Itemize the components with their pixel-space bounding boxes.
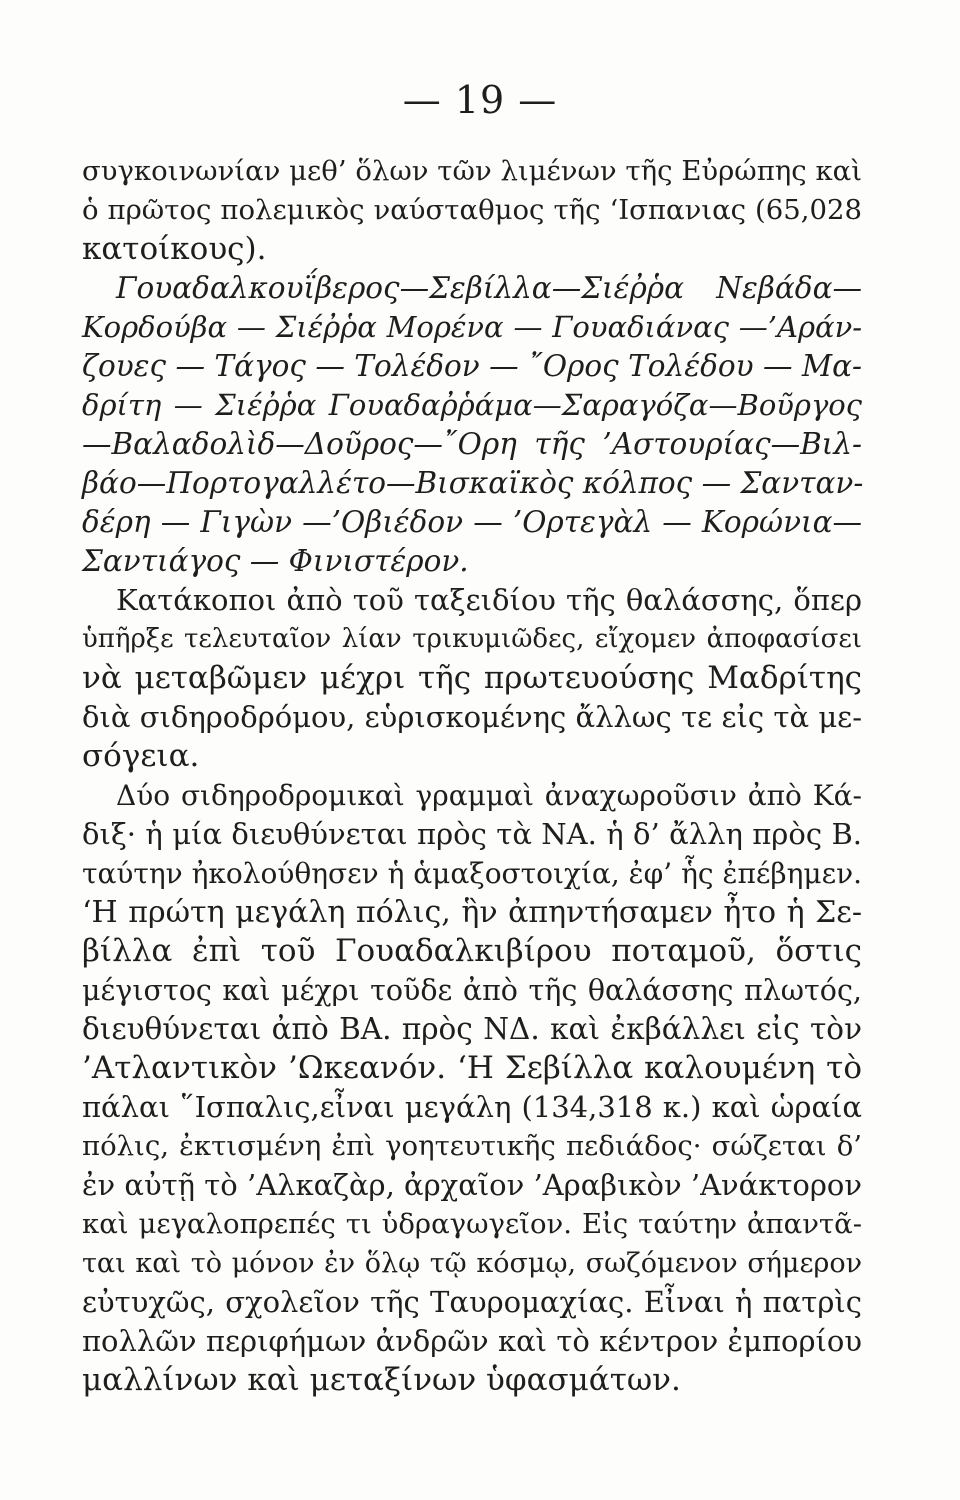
text-line: συγκοινωνίαν μεθ’ ὅλων τῶν λιμένων τῆς Εὐρώπης καὶ [82,155,862,187]
place-list-line: δέρη — Γιγὼν —’Οβιέδον — ’Ορτεγὰλ — Κορώνια— [82,505,862,539]
text-line: ‘Η πρώτη μεγάλη πόλις, ἣν ἀπηντήσαμεν ἦτο ἡ Σε- [82,895,862,930]
text-line: Κατάκοποι ἀπὸ τοῦ ταξειδίου τῆς θαλάσσης, ὅπερ [116,583,862,617]
text-line: βίλλα ἐπὶ τοῦ Γουαδαλκιβίρου ποταμοῦ, ὅστις [82,933,862,969]
place-list-line: Κορδούβα — Σιέῤῥα Μορένα — Γουαδιάνας —’Αράν- [82,310,862,344]
text-line: διξ· ἡ μία διευθύνεται πρὸς τὰ ΝΑ. ἡ δ’ ἄλλη πρὸς Β. [82,817,862,851]
place-list-line: Σαντιάγος — Φινιστέρον. [82,544,469,578]
body-text [82,152,862,1400]
text-line: ’Ατλαντικὸν ’Ωκεανόν. ‘Η Σεβίλλα καλουμένη τὸ [82,1050,862,1086]
text-line: διὰ σιδηροδρόμου, εὑρισκομένης ἄλλως τε εἰς τὰ με- [82,700,862,734]
text-line: κατοίκους). [82,231,267,267]
place-list-line: ζουες — Τάγος — Τολέδον — ῎Ορος Τολέδου — Μα- [82,349,862,383]
text-line: εὐτυχῶς, σχολεῖον τῆς Ταυρομαχίας. Εἶναι ἡ πατρὶς [82,1285,862,1319]
text-line: μέγιστος καὶ μέχρι τοῦδε ἀπὸ τῆς θαλάσσης πλωτός, [82,974,862,1007]
text-line: διευθύνεται ἀπὸ ΒΑ. πρὸς ΝΔ. καὶ ἐκβάλλει εἰς τὸν [82,1012,862,1046]
text-line: Δύο σιδηροδρομικαὶ γραμμαὶ ἀναχωροῦσιν ἀπὸ Κά- [116,779,862,812]
text-line: ται καὶ τὸ μόνον ἐν ὅλῳ τῷ κόσμῳ, σωζόμενον σήμερον [82,1248,862,1279]
text-line: σόγεια. [82,738,200,774]
text-line: πολλῶν περιφήμων ἀνδρῶν καὶ τὸ κέντρον ἐμπορίου [82,1324,862,1358]
text-line: ὁ πρῶτος πολεμικὸς ναύσταθμος τῆς ‘Ισπανιας (65,028 [82,194,862,226]
place-list-line: βάο—Πορτογαλλέτο—Βισκαϊκὸς κόλπος — Σανταν- [82,466,864,500]
place-list-line: δρίτη — Σιέῤῥα Γουαδαῤῥάμα—Σαραγόζα—Βοῦργος [82,388,862,422]
text-line: πάλαι ῞Ισπαλις,εἶναι μεγάλη (134,318 κ.) καὶ ὡραία [82,1090,862,1124]
page-number: — 19 — [402,78,558,122]
place-list-line: Γουαδαλκουΐβερος—Σεβίλλα—Σιέῤῥα Νεβάδα— [116,271,862,305]
place-list-line: —Βαλαδολὶδ—Δοῦρος—῎Ορη τῆς ’Αστουρίας—Βιλ- [82,427,862,461]
text-line: ταύτην ἠκολούθησεν ἡ ἁμαξοστοιχία, ἐφ’ ἧς ἐπέβημεν. [82,857,862,890]
text-line: ἐν αὐτῇ τὸ ’Αλκαζὰρ, ἀρχαῖον ’Αραβικὸν ’Ανάκτορον [82,1168,862,1202]
text-line: πόλις, ἐκτισμένη ἐπὶ γοητευτικῆς πεδιάδος· σώζεται δ’ [82,1130,862,1162]
text-line: μαλλίνων καὶ μεταξίνων ὑφασμάτων. [82,1362,681,1398]
text-line: καὶ μεγαλοπρεπές τι ὑδραγωγεῖον. Εἰς ταύτην ἀπαντᾶ- [82,1208,862,1240]
text-line: νὰ μεταβῶμεν μέχρι τῆς πρωτευούσης Μαδρίτης [82,660,862,696]
text-line: ὑπῆρξε τελευταῖον λίαν τρικυμιῶδες, εἴχομεν ἀποφασίσει [82,624,862,654]
